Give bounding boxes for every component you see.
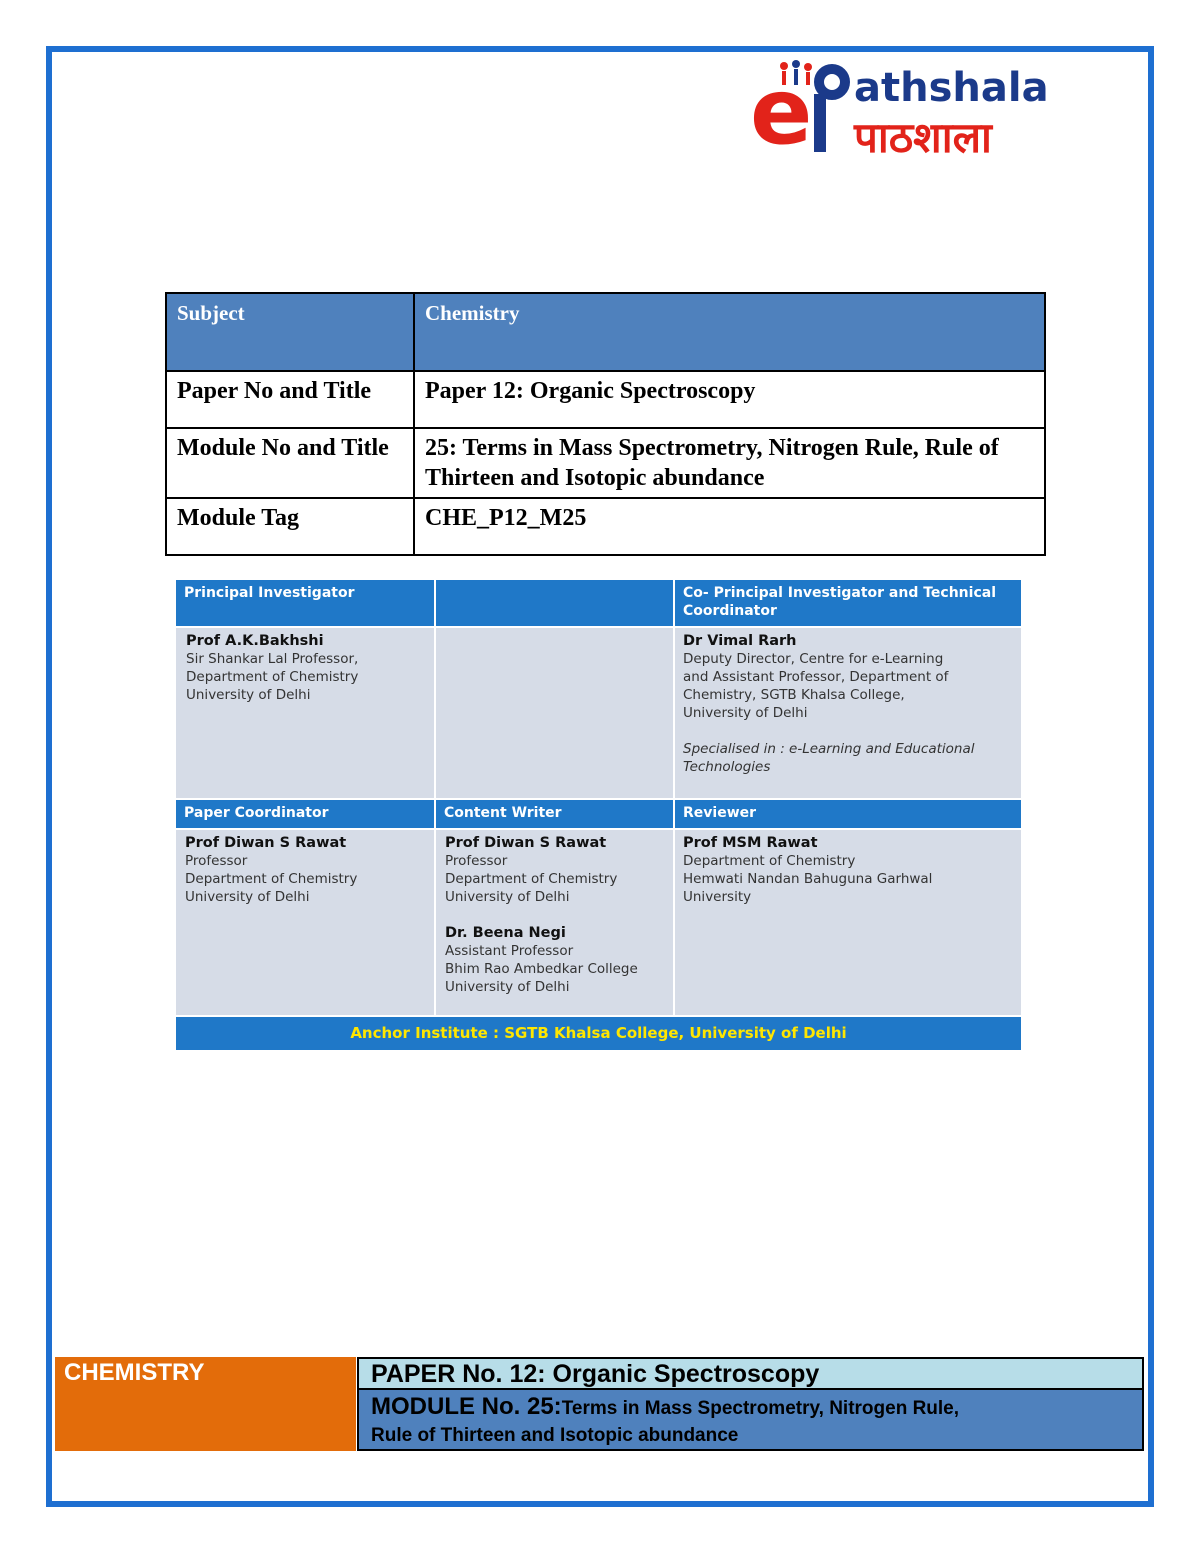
copi-line: University of Delhi [683, 705, 808, 721]
epathshala-logo [750, 58, 1100, 173]
module-value: 25: Terms in Mass Spectrometry, Nitrogen Rule, Rule of Thirteen and Isotopic abundance [414, 428, 1045, 498]
copi-line: Chemistry, SGTB Khalsa College, [683, 687, 905, 703]
pi-name: Prof A.K.Bakhshi [186, 633, 324, 649]
cw1-name: Prof Diwan S Rawat [445, 835, 607, 851]
content-writer-cell [436, 830, 673, 1015]
subject-label: Subject [166, 293, 414, 371]
pi-header: Principal Investigator [176, 580, 434, 626]
cw2-line: University of Delhi [445, 979, 570, 995]
footer-banner [55, 1357, 1144, 1451]
pc-line: Professor [185, 853, 248, 869]
footer-module-title-2: Rule of Thirteen and Isotopic abundance [371, 1425, 739, 1446]
pi-line: Department of Chemistry [186, 669, 359, 685]
cw2-name: Dr. Beena Negi [445, 925, 566, 941]
logo-p-stem [814, 94, 826, 152]
paper-value: Paper 12: Organic Spectroscopy [414, 371, 1045, 428]
logo-brand-en: athshala [854, 65, 1049, 111]
reviewer-cell [675, 830, 1021, 1015]
table-row [166, 498, 1045, 555]
table-row [166, 428, 1045, 498]
module-tag-value: CHE_P12_M25 [414, 498, 1045, 555]
footer-paper: PAPER No. 12: Organic Spectroscopy [357, 1357, 1144, 1390]
footer-module-title-1: Terms in Mass Spectrometry, Nitrogen Rule, [561, 1398, 960, 1419]
paper-label: Paper No and Title [166, 371, 414, 428]
empty-cell [436, 628, 673, 798]
pi-cell [176, 628, 434, 798]
copi-specialisation: Specialised in : e-Learning and Educational Technologies [683, 741, 975, 775]
logo-brand-hi: पाठशाला [854, 113, 992, 162]
module-tag-label: Module Tag [166, 498, 414, 555]
module-label: Module No and Title [166, 428, 414, 498]
pc-line: Department of Chemistry [185, 871, 358, 887]
footer-module [357, 1390, 1144, 1451]
copi-header: Co- Principal Investigator and Technical Coordinator [675, 580, 1021, 626]
cw1-line: Department of Chemistry [445, 871, 618, 887]
credits-table [176, 580, 1021, 1050]
pc-line: University of Delhi [185, 889, 310, 905]
subject-value: Chemistry [414, 293, 1045, 371]
cw2-line: Bhim Rao Ambedkar College [445, 961, 638, 977]
copi-line: Deputy Director, Centre for e-Learning [683, 651, 944, 667]
pi-line: Sir Shankar Lal Professor, [186, 651, 359, 667]
footer-module-prefix: MODULE No. 25: [371, 1393, 562, 1420]
anchor-institute-bar: Anchor Institute : SGTB Khalsa College, University of Delhi [176, 1017, 1021, 1050]
table-row [166, 293, 1045, 371]
reviewer-line: University [683, 889, 752, 905]
cw1-line: University of Delhi [445, 889, 570, 905]
reviewer-header: Reviewer [675, 800, 1021, 828]
pi-line: University of Delhi [186, 687, 311, 703]
paper-coordinator-header: Paper Coordinator [176, 800, 434, 828]
cw1-line: Professor [445, 853, 508, 869]
copi-cell [675, 628, 1021, 798]
footer-subject: CHEMISTRY [55, 1357, 356, 1451]
reviewer-line: Department of Chemistry [683, 853, 856, 869]
table-row [166, 371, 1045, 428]
content-writer-header: Content Writer [436, 800, 673, 828]
copi-line: and Assistant Professor, Department of [683, 669, 949, 685]
empty-header [436, 580, 673, 626]
cw2-line: Assistant Professor [445, 943, 574, 959]
copi-name: Dr Vimal Rarh [683, 633, 797, 649]
reviewer-line: Hemwati Nandan Bahuguna Garhwal [683, 871, 933, 887]
reviewer-name: Prof MSM Rawat [683, 835, 818, 851]
module-info-table [165, 292, 1046, 556]
paper-coordinator-cell [176, 830, 434, 1015]
pc-name: Prof Diwan S Rawat [185, 835, 347, 851]
logo-initial: e [750, 58, 813, 165]
